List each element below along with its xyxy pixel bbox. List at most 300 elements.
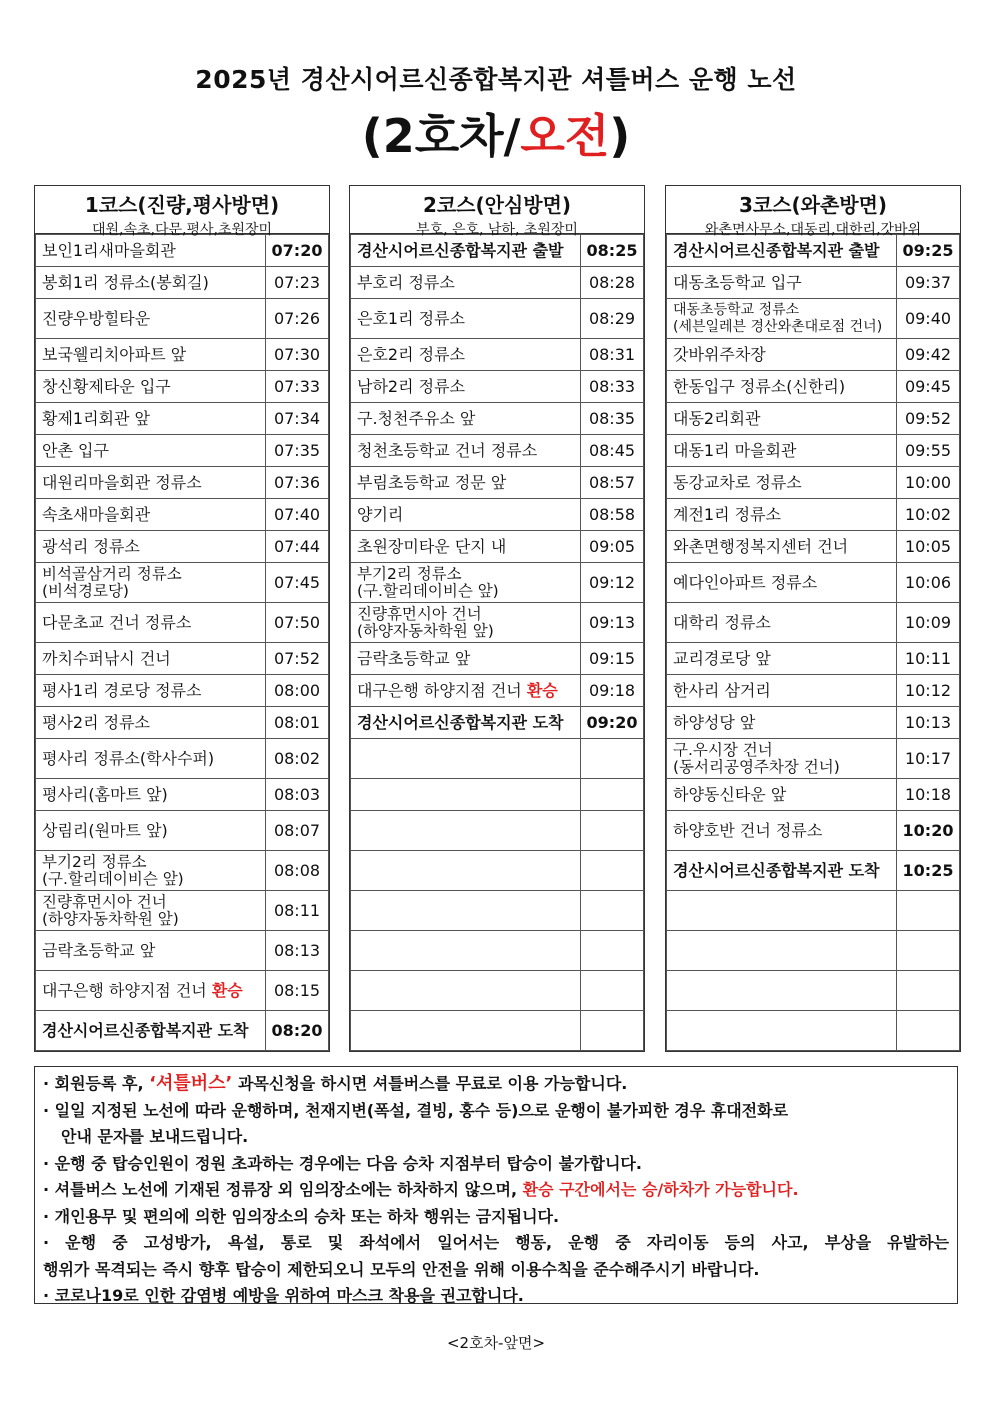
empty-cell	[897, 931, 960, 971]
stop-name-text: 경산시어르신종합복지관 도착	[42, 1021, 249, 1040]
stop-name-text: 평사리(홈마트 앞)	[42, 785, 168, 804]
stop-name-sub: (동서리공영주차장 건너)	[673, 757, 840, 776]
stop-name-text: 경산시어르신종합복지관 출발	[673, 241, 880, 260]
stop-name	[36, 603, 266, 643]
empty-cell	[351, 811, 581, 851]
stop-name	[667, 371, 897, 403]
stop-name-text: 교리경로당 앞	[673, 649, 771, 668]
stop-time: 07:40	[266, 499, 329, 531]
stop-name-text: 경산시어르신종합복지관 도착	[357, 713, 564, 732]
stop-row	[351, 707, 644, 739]
stop-name-text: 양기리	[357, 505, 404, 524]
stop-name-text: 하양성당 앞	[673, 713, 756, 732]
empty-row	[667, 971, 960, 1011]
stop-name-text: 광석리 정류소	[42, 537, 140, 556]
stop-time: 10:12	[897, 675, 960, 707]
empty-cell	[581, 971, 644, 1011]
stop-time: 08:00	[266, 675, 329, 707]
stop-name	[351, 339, 581, 371]
stop-row	[36, 435, 329, 467]
stop-name-text: 대동1리 마을회관	[673, 441, 797, 460]
empty-row	[351, 851, 644, 891]
stop-name	[36, 707, 266, 739]
stop-time: 09:52	[897, 403, 960, 435]
course-areas: 부호, 은호, 남하, 초원장미	[416, 222, 578, 238]
stop-row	[36, 675, 329, 707]
stop-name	[351, 235, 581, 267]
stop-name	[667, 235, 897, 267]
stop-name	[667, 707, 897, 739]
stop-name	[667, 811, 897, 851]
stop-name-text: 봉회1리 정류소(봉회길)	[42, 273, 209, 292]
stop-row	[351, 643, 644, 675]
stop-name	[667, 739, 897, 779]
stop-name	[36, 403, 266, 435]
stop-row	[667, 851, 960, 891]
stop-row	[36, 811, 329, 851]
stop-row	[667, 675, 960, 707]
stop-row	[667, 267, 960, 299]
stop-name	[36, 467, 266, 499]
stop-time: 09:18	[581, 675, 644, 707]
page-footer: <2호차-앞면>	[446, 1334, 546, 1352]
stop-time: 10:17	[897, 739, 960, 779]
course-header	[666, 186, 960, 238]
stop-row	[667, 435, 960, 467]
stop-name	[351, 643, 581, 675]
stop-name-text: 진량휴먼시아 건너	[357, 604, 482, 623]
stop-name	[351, 563, 581, 603]
shuttle-quote: ‘셔틀버스’	[149, 1073, 233, 1094]
stop-row	[36, 299, 329, 339]
stop-name-sub: (하양자동차학원 앞)	[42, 909, 179, 928]
stop-name-text: 대구은행 하양지점 건너	[357, 681, 527, 700]
stop-row	[36, 707, 329, 739]
stop-row	[36, 371, 329, 403]
stop-name	[36, 643, 266, 675]
stop-row	[351, 267, 644, 299]
stop-name	[667, 435, 897, 467]
stop-name-text: 대동2리회관	[673, 409, 761, 428]
empty-cell	[581, 739, 644, 779]
stop-row	[36, 403, 329, 435]
stop-name-text: 보인1리새마을회관	[42, 241, 176, 260]
stop-time: 10:02	[897, 499, 960, 531]
stop-time: 10:06	[897, 563, 960, 603]
course-areas: 와촌면사무소,대동리,대한리,갓바위	[704, 222, 922, 238]
stop-name	[351, 499, 581, 531]
stop-name	[667, 531, 897, 563]
stop-row	[667, 779, 960, 811]
stop-name-text: 하양호반 건너 정류소	[673, 821, 823, 840]
notice-item: · 개인용무 및 편의에 의한 임의장소의 승차 또는 하차 행위는 금지됩니다.	[43, 1206, 560, 1226]
stop-time: 10:09	[897, 603, 960, 643]
stop-row	[36, 891, 329, 931]
stop-row	[36, 563, 329, 603]
stop-name-text: 다문초교 건너 정류소	[42, 613, 192, 632]
stop-row	[667, 339, 960, 371]
stop-time: 10:20	[897, 811, 960, 851]
stop-time: 09:40	[897, 299, 960, 339]
stop-time: 07:33	[266, 371, 329, 403]
stop-time: 08:35	[581, 403, 644, 435]
stop-row	[667, 371, 960, 403]
course-title: 2코스(안심방면)	[422, 193, 572, 217]
stop-row	[36, 643, 329, 675]
stop-name-sub: (비석경로당)	[42, 581, 129, 600]
stop-row	[351, 563, 644, 603]
stop-row	[351, 403, 644, 435]
empty-cell	[897, 891, 960, 931]
empty-cell	[581, 1011, 644, 1051]
stop-row	[351, 299, 644, 339]
notice-item: · 일일 지정된 노선에 따라 운행하며, 천재지변(폭설, 결빙, 홍수 등)으로 운행이 불가피한 경우 휴대전화로	[43, 1100, 789, 1120]
stop-name-text: 대원리마을회관 정류소	[42, 473, 202, 492]
stop-row	[36, 739, 329, 779]
stop-time: 09:37	[897, 267, 960, 299]
stop-time: 09:45	[897, 371, 960, 403]
stop-name-text: 갓바위주차장	[673, 345, 766, 364]
empty-cell	[667, 891, 897, 931]
notice-item: · 회원등록 후, ‘셔틀버스’ 과목신청을 하시면 셔틀버스를 무료로 이용 가능합니다.	[43, 1073, 628, 1094]
stop-name-text: 진량휴먼시아 건너	[42, 892, 167, 911]
stop-name	[351, 371, 581, 403]
empty-cell	[351, 779, 581, 811]
stop-row	[667, 811, 960, 851]
stop-row	[351, 675, 644, 707]
stop-row	[36, 339, 329, 371]
stop-name-text: 와촌면행정복지센터 건너	[673, 537, 849, 556]
empty-cell	[351, 971, 581, 1011]
stop-name-text: 청천초등학교 건너 정류소	[357, 441, 538, 460]
stop-row	[36, 1011, 329, 1051]
stop-row	[351, 603, 644, 643]
empty-cell	[667, 971, 897, 1011]
transfer-label: 환승	[211, 981, 243, 1000]
page-title: 2025년 경산시어르신종합복지관 셔틀버스 운행 노선	[195, 65, 797, 94]
stop-name	[351, 603, 581, 643]
stop-name-text: 대동초등학교 입구	[673, 273, 802, 292]
stop-time: 09:13	[581, 603, 644, 643]
stop-time: 10:18	[897, 779, 960, 811]
stop-time: 07:35	[266, 435, 329, 467]
stop-name-text: 금락초등학교 앞	[42, 941, 156, 960]
stop-row	[351, 371, 644, 403]
stop-name-text: 계전1리 정류소	[673, 505, 782, 524]
course-title: 1코스(진량,평사방면)	[84, 193, 280, 217]
stop-time: 10:11	[897, 643, 960, 675]
stop-name	[36, 299, 266, 339]
stop-name-text: 경산시어르신종합복지관 도착	[673, 861, 880, 880]
stop-time: 07:26	[266, 299, 329, 339]
stop-name	[351, 267, 581, 299]
stop-name	[36, 267, 266, 299]
stop-time: 07:20	[266, 235, 329, 267]
stop-name	[36, 435, 266, 467]
stop-name-sub: (세븐일레븐 경산와촌대로점 건너)	[673, 318, 883, 335]
stop-name	[36, 779, 266, 811]
stop-name	[667, 603, 897, 643]
stop-name-text: 평사2리 정류소	[42, 713, 151, 732]
stop-row	[667, 739, 960, 779]
course-2-table	[349, 185, 645, 1052]
stop-name	[36, 371, 266, 403]
stop-row	[36, 499, 329, 531]
stop-time: 08:33	[581, 371, 644, 403]
course-areas: 대원,속초,다문,평사,초원장미	[91, 222, 273, 238]
empty-cell	[581, 931, 644, 971]
stop-time: 10:05	[897, 531, 960, 563]
stop-name	[36, 339, 266, 371]
stop-time: 08:07	[266, 811, 329, 851]
stop-time: 08:01	[266, 707, 329, 739]
stop-row	[36, 531, 329, 563]
stop-time: 08:08	[266, 851, 329, 891]
empty-row	[667, 1011, 960, 1051]
stop-row	[351, 499, 644, 531]
stop-time: 09:42	[897, 339, 960, 371]
stop-time: 08:25	[581, 235, 644, 267]
empty-cell	[351, 1011, 581, 1051]
stop-name-text: 동강교차로 정류소	[673, 473, 802, 492]
stop-row	[667, 603, 960, 643]
empty-row	[351, 891, 644, 931]
stop-name	[351, 299, 581, 339]
stop-row	[667, 235, 960, 267]
stop-name-text: 대구은행 하양지점 건너	[42, 981, 212, 1000]
stop-name	[667, 779, 897, 811]
notice-item: · 코로나19로 인한 감염병 예방을 위하여 마스크 착용을 권고합니다.	[43, 1286, 524, 1305]
stop-name	[36, 675, 266, 707]
stop-name-text: 대동초등학교 정류소	[673, 301, 800, 318]
stop-name	[36, 811, 266, 851]
empty-cell	[581, 811, 644, 851]
stop-name-text: 한동입구 정류소(신한리)	[673, 377, 846, 396]
stop-name-text: 비석골삼거리 정류소	[42, 564, 182, 583]
stop-name-text: 평사리 정류소(학사수퍼)	[42, 749, 215, 768]
course-header	[350, 186, 644, 238]
stop-name	[351, 435, 581, 467]
stop-time: 08:31	[581, 339, 644, 371]
stop-name-text: 부림초등학교 정문 앞	[357, 473, 507, 492]
empty-cell	[351, 891, 581, 931]
stop-name-text: 부호리 정류소	[357, 273, 455, 292]
stop-name	[351, 707, 581, 739]
empty-row	[351, 779, 644, 811]
stop-time: 07:45	[266, 563, 329, 603]
stop-name	[667, 499, 897, 531]
course-3-table	[665, 185, 961, 1052]
stop-name	[36, 499, 266, 531]
stop-row	[36, 931, 329, 971]
stop-time: 09:05	[581, 531, 644, 563]
notice-item-cont: 행위가 목격되는 즉시 향후 탑승이 제한되오니 모두의 안전을 위해 이용수칙을 준수해주시기 바랍니다.	[43, 1259, 760, 1279]
stop-name-text: 대학리 정류소	[673, 613, 771, 632]
stop-name	[667, 851, 897, 891]
stop-time: 08:57	[581, 467, 644, 499]
course-title: 3코스(와촌방면)	[738, 193, 888, 217]
stop-row	[36, 603, 329, 643]
empty-row	[351, 1011, 644, 1051]
stop-time: 07:50	[266, 603, 329, 643]
stop-row	[667, 403, 960, 435]
stop-name-text: 예다인아파트 정류소	[673, 573, 818, 592]
empty-cell	[667, 931, 897, 971]
empty-cell	[351, 931, 581, 971]
stop-time: 07:36	[266, 467, 329, 499]
notice-item: · 운행 중 고성방가, 욕설, 통로 및 좌석에서 일어서는 행동, 운행 중 자리이동 등의 사고, 부상을 유발하는	[43, 1233, 949, 1252]
stop-name-text: 황제1리회관 앞	[42, 409, 151, 428]
stop-name-text: 남하2리 정류소	[357, 377, 466, 396]
notice-box	[34, 1066, 958, 1304]
stop-name-sub: (하양자동차학원 앞)	[357, 621, 494, 640]
stop-time: 08:13	[266, 931, 329, 971]
stop-time: 09:15	[581, 643, 644, 675]
notice-item: · 셔틀버스 노선에 기재된 정류장 외 임의장소에는 하차하지 않으며, 환승 구간에서는 승/하차가 가능합니다.	[43, 1180, 799, 1199]
stop-row	[351, 235, 644, 267]
stop-name-text: 금락초등학교 앞	[357, 649, 471, 668]
stop-name	[667, 563, 897, 603]
stop-name-text: 진량우방힐타운	[42, 309, 151, 328]
notice-item: · 운행 중 탑승인원이 정원 초과하는 경우에는 다음 승차 지점부터 탑승이 불가합니다.	[43, 1153, 642, 1173]
empty-cell	[581, 851, 644, 891]
stop-row	[351, 435, 644, 467]
stop-time: 08:15	[266, 971, 329, 1011]
stop-name	[36, 1011, 266, 1051]
stop-time: 10:13	[897, 707, 960, 739]
stop-time: 07:52	[266, 643, 329, 675]
stop-name-text: 초원장미타운 단지 내	[357, 537, 507, 556]
stop-name-text: 속초새마을회관	[42, 505, 151, 524]
stop-time: 08:28	[581, 267, 644, 299]
stop-time: 08:29	[581, 299, 644, 339]
stop-time: 09:25	[897, 235, 960, 267]
stop-row	[667, 299, 960, 339]
stop-row	[36, 971, 329, 1011]
stop-row	[667, 531, 960, 563]
empty-cell	[351, 739, 581, 779]
stop-name-text: 평사1리 경로당 정류소	[42, 681, 202, 700]
stop-name	[36, 891, 266, 931]
stop-name	[36, 563, 266, 603]
stop-name-text: 구.우시장 건너	[673, 740, 773, 759]
empty-row	[351, 739, 644, 779]
stop-name	[36, 931, 266, 971]
stop-name-sub: (구.할리데이비슨 앞)	[357, 581, 499, 600]
stop-row	[36, 267, 329, 299]
stop-name-text: 부기2리 정류소	[357, 564, 462, 583]
stop-time: 07:30	[266, 339, 329, 371]
stop-row	[667, 707, 960, 739]
stop-time: 09:55	[897, 435, 960, 467]
stop-row	[667, 643, 960, 675]
subtitle-part-a: (2호차/	[361, 109, 521, 163]
empty-row	[351, 811, 644, 851]
stop-time: 09:12	[581, 563, 644, 603]
stop-time: 08:20	[266, 1011, 329, 1051]
stop-time: 10:25	[897, 851, 960, 891]
stop-time: 09:20	[581, 707, 644, 739]
stop-name-text: 구.청천주유소 앞	[357, 409, 476, 428]
stop-name-text: 안촌 입구	[42, 441, 109, 460]
stop-name	[667, 403, 897, 435]
stop-row	[351, 339, 644, 371]
stop-time: 08:02	[266, 739, 329, 779]
empty-row	[351, 931, 644, 971]
stop-name	[36, 739, 266, 779]
stop-time: 08:03	[266, 779, 329, 811]
notice-item-cont: 안내 문자를 보내드립니다.	[61, 1127, 249, 1146]
stop-name	[351, 531, 581, 563]
stop-name-text: 경산시어르신종합복지관 출발	[357, 241, 564, 260]
empty-cell	[581, 891, 644, 931]
stop-row	[667, 563, 960, 603]
stop-name	[36, 235, 266, 267]
stop-name-text: 하양동신타운 앞	[673, 785, 787, 804]
stop-time: 10:00	[897, 467, 960, 499]
page-subtitle	[0, 100, 992, 166]
empty-cell	[581, 779, 644, 811]
stop-name	[351, 403, 581, 435]
stop-name	[351, 675, 581, 707]
stop-name	[667, 299, 897, 339]
stop-row	[351, 467, 644, 499]
stop-row	[351, 531, 644, 563]
stop-name	[667, 267, 897, 299]
stop-time: 07:23	[266, 267, 329, 299]
stop-row	[36, 235, 329, 267]
transfer-note: 환승 구간에서는 승/하차가 가능합니다.	[522, 1180, 799, 1199]
empty-cell	[667, 1011, 897, 1051]
stop-name	[36, 531, 266, 563]
subtitle-am: 오전	[520, 109, 610, 163]
stop-name-text: 상림리(원마트 앞)	[42, 821, 168, 840]
stop-name-text: 까치수퍼낚시 건너	[42, 649, 171, 668]
stop-row	[36, 851, 329, 891]
empty-cell	[351, 851, 581, 891]
stop-name	[667, 643, 897, 675]
stop-name-text: 부기2리 정류소	[42, 852, 147, 871]
course-header	[35, 186, 329, 238]
empty-cell	[897, 971, 960, 1011]
stop-row	[667, 499, 960, 531]
stop-time: 08:45	[581, 435, 644, 467]
transfer-label: 환승	[526, 681, 558, 700]
stop-name-text: 한사리 삼거리	[673, 681, 771, 700]
stop-time: 07:34	[266, 403, 329, 435]
stop-name	[36, 851, 266, 891]
stop-time: 08:58	[581, 499, 644, 531]
empty-cell	[897, 1011, 960, 1051]
stop-name-text: 은호1리 정류소	[357, 309, 466, 328]
subtitle-part-c: )	[609, 109, 631, 163]
empty-row	[667, 891, 960, 931]
stop-time: 08:11	[266, 891, 329, 931]
stop-name	[351, 467, 581, 499]
stop-name	[36, 971, 266, 1011]
stop-name-text: 창신황제타운 입구	[42, 377, 171, 396]
empty-row	[351, 971, 644, 1011]
course-1-table	[34, 185, 330, 1052]
stop-name	[667, 339, 897, 371]
stop-row	[36, 467, 329, 499]
stop-name	[667, 467, 897, 499]
stop-time: 07:44	[266, 531, 329, 563]
empty-row	[667, 931, 960, 971]
stop-name-text: 은호2리 정류소	[357, 345, 466, 364]
stop-name-text: 보국웰리치아파트 앞	[42, 345, 187, 364]
stop-name	[667, 675, 897, 707]
